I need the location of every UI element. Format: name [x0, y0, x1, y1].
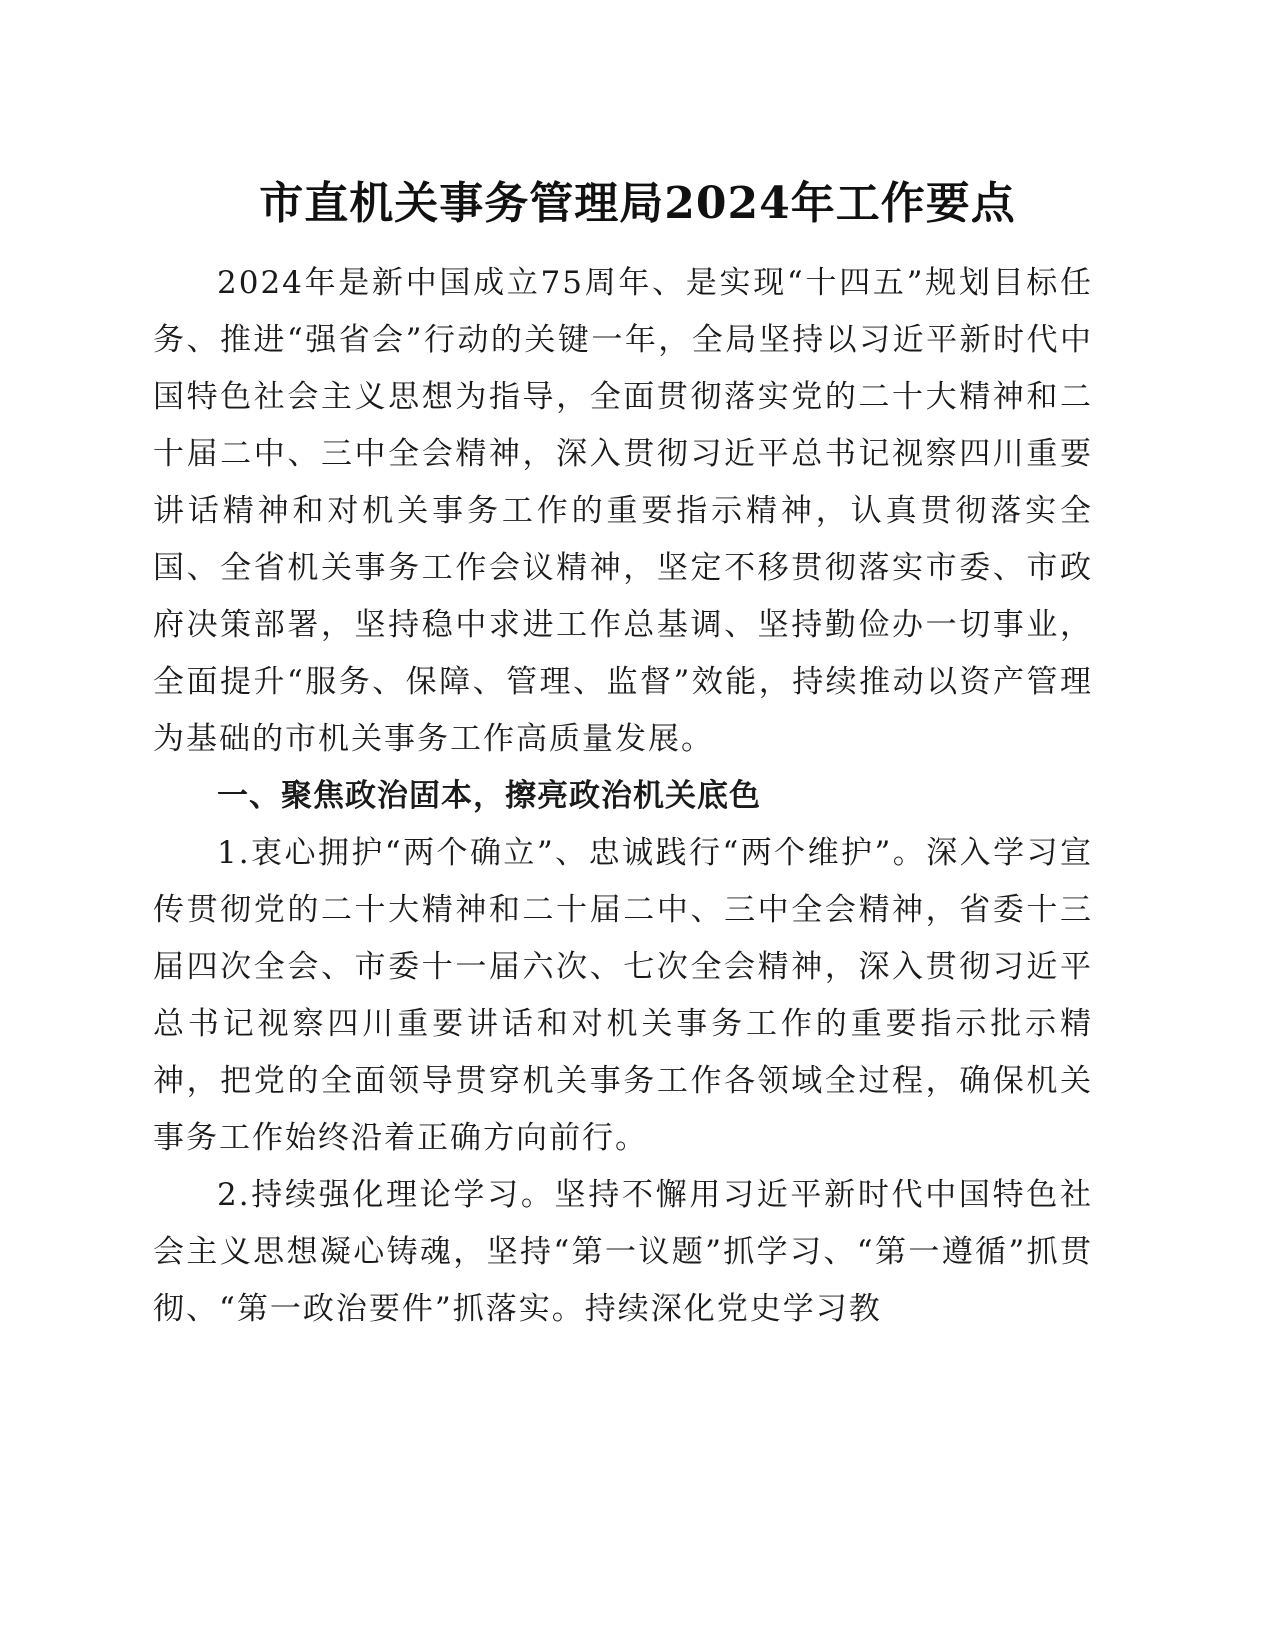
- item-paragraph-2: 2.持续强化理论学习。坚持不懈用习近平新时代中国特色社会主义思想凝心铸魂，坚持“第一议题”抓学习、“第一遵循”抓贯彻、“第一政治要件”抓落实。持续深化党史学习教: [153, 1177, 1093, 1327]
- item-paragraph-1: 1.衷心拥护“两个确立”、忠诚践行“两个维护”。深入学习宣传贯彻党的二十大精神和二十届二中、三中全会精神，省委十三届四次全会、市委十一届六次、七次全会精神，深入贯彻习近平总书记视察四川重要讲话和对机关事务工作的重要指示批示精神，把党的全面领导贯穿机关事务工作各领域全过程，确保机关事务工作始终沿着正确方向前行。: [153, 835, 1093, 1156]
- section-heading: 一、聚焦政治固本，擦亮政治机关底色: [217, 778, 761, 814]
- document-title: 市直机关事务管理局2024年工作要点: [259, 178, 1016, 229]
- document-body: [153, 255, 1093, 1338]
- intro-paragraph: 2024年是新中国成立75周年、是实现“十四五”规划目标任务、推进“强省会”行动的关键一年，全局坚持以习近平新时代中国特色社会主义思想为指导，全面贯彻落实党的二十大精神和二十届二中、三中全会精神，深入贯彻习近平总书记视察四川重要讲话精神和对机关事务工作的重要指示精神，认真贯彻落实全国、全省机关事务工作会议精神，坚定不移贯彻落实市委、市政府决策部署，坚持稳中求进工作总基调、坚持勤俭办一切事业，全面提升“服务、保障、管理、监督”效能，持续推动以资产管理为基础的市机关事务工作高质量发展。: [153, 265, 1093, 757]
